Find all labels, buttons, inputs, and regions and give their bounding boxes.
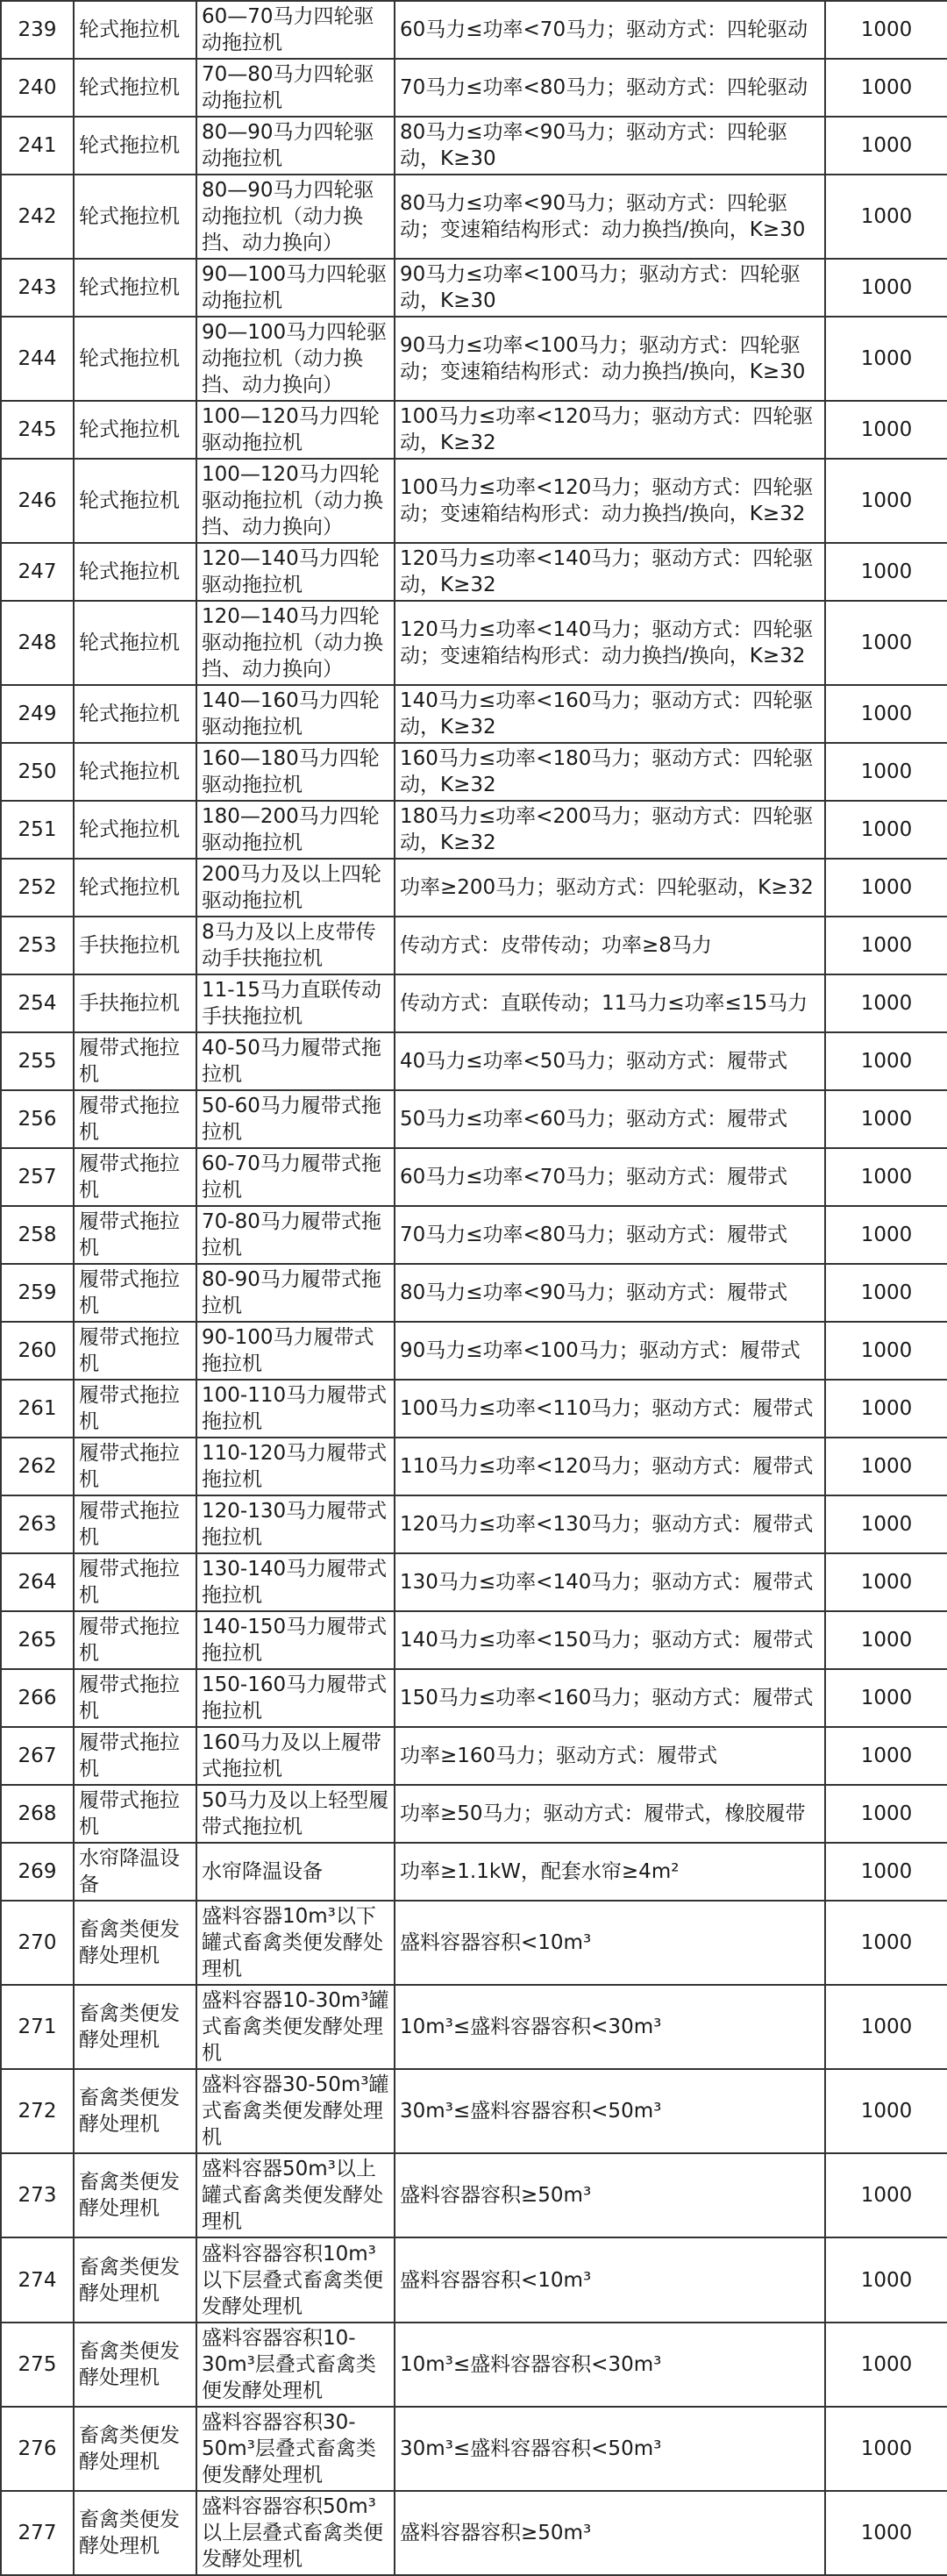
- machine-type-cell: 轮式拖拉机: [74, 859, 196, 917]
- grade-spec-cell: 160—180马力四轮驱动拖拉机: [196, 743, 395, 801]
- machine-type-cell: 履带式拖拉机: [74, 1438, 196, 1495]
- subsidy-amount-cell: 1000: [825, 1843, 947, 1901]
- grade-spec-cell: 80-90马力履带式拖拉机: [196, 1264, 395, 1322]
- row-number-cell: 266: [1, 1669, 74, 1727]
- machine-type-cell: 手扶拖拉机: [74, 974, 196, 1032]
- table-row: [1, 1148, 947, 1206]
- row-number-cell: 268: [1, 1785, 74, 1843]
- row-number-cell: 259: [1, 1264, 74, 1322]
- table-row: [1, 1611, 947, 1669]
- parameter-cell: 80马力≤功率<90马力；驱动方式：履带式: [395, 1264, 825, 1322]
- row-number-cell: 243: [1, 259, 74, 317]
- table-row: [1, 801, 947, 859]
- row-number-cell: 277: [1, 2491, 74, 2575]
- row-number-cell: 253: [1, 917, 74, 974]
- machine-type-cell: 轮式拖拉机: [74, 259, 196, 317]
- grade-spec-cell: 盛料容器容积50m³以上层叠式畜禽类便发酵处理机: [196, 2491, 395, 2575]
- subsidy-amount-cell: 1000: [825, 259, 947, 317]
- machine-type-cell: 轮式拖拉机: [74, 1, 196, 59]
- machine-type-cell: 轮式拖拉机: [74, 801, 196, 859]
- grade-spec-cell: 100—120马力四轮驱动拖拉机（动力换挡、动力换向）: [196, 459, 395, 543]
- grade-spec-cell: 50-60马力履带式拖拉机: [196, 1090, 395, 1148]
- table-row: [1, 974, 947, 1032]
- table-row: [1, 1090, 947, 1148]
- grade-spec-cell: 120—140马力四轮驱动拖拉机（动力换挡、动力换向）: [196, 601, 395, 685]
- row-number-cell: 248: [1, 601, 74, 685]
- parameter-cell: 120马力≤功率<130马力；驱动方式：履带式: [395, 1495, 825, 1553]
- grade-spec-cell: 130-140马力履带式拖拉机: [196, 1553, 395, 1611]
- subsidy-amount-cell: 1000: [825, 2323, 947, 2407]
- subsidy-amount-cell: 1000: [825, 1438, 947, 1495]
- table-row: [1, 2323, 947, 2407]
- subsidy-amount-cell: 1000: [825, 859, 947, 917]
- machine-type-cell: 畜禽类便发酵处理机: [74, 2323, 196, 2407]
- row-number-cell: 263: [1, 1495, 74, 1553]
- parameter-cell: 盛料容器容积≥50m³: [395, 2153, 825, 2237]
- parameter-cell: 110马力≤功率<120马力；驱动方式：履带式: [395, 1438, 825, 1495]
- subsidy-amount-cell: 1000: [825, 801, 947, 859]
- parameter-cell: 30m³≤盛料容器容积<50m³: [395, 2069, 825, 2153]
- machine-type-cell: 轮式拖拉机: [74, 317, 196, 401]
- table-row: [1, 1380, 947, 1438]
- subsidy-amount-cell: 1000: [825, 543, 947, 601]
- parameter-cell: 80马力≤功率<90马力；驱动方式：四轮驱动；变速箱结构形式：动力换挡/换向，K≥30: [395, 175, 825, 259]
- table-row: [1, 1206, 947, 1264]
- parameter-cell: 功率≥50马力；驱动方式：履带式，橡胶履带: [395, 1785, 825, 1843]
- subsidy-amount-cell: 1000: [825, 1090, 947, 1148]
- subsidy-amount-cell: 1000: [825, 974, 947, 1032]
- machine-type-cell: 履带式拖拉机: [74, 1206, 196, 1264]
- row-number-cell: 276: [1, 2407, 74, 2491]
- subsidy-amount-cell: 1000: [825, 1, 947, 59]
- parameter-cell: 60马力≤功率<70马力；驱动方式：履带式: [395, 1148, 825, 1206]
- subsidy-amount-cell: 1000: [825, 1669, 947, 1727]
- machine-type-cell: 轮式拖拉机: [74, 685, 196, 743]
- grade-spec-cell: 盛料容器30-50m³罐式畜禽类便发酵处理机: [196, 2069, 395, 2153]
- subsidy-amount-cell: 1000: [825, 743, 947, 801]
- subsidy-amount-cell: 1000: [825, 59, 947, 117]
- table-row: [1, 1264, 947, 1322]
- parameter-cell: 120马力≤功率<140马力；驱动方式：四轮驱动，K≥32: [395, 543, 825, 601]
- row-number-cell: 267: [1, 1727, 74, 1785]
- machine-type-cell: 履带式拖拉机: [74, 1727, 196, 1785]
- subsidy-amount-cell: 1000: [825, 117, 947, 175]
- table-row: [1, 459, 947, 543]
- parameter-cell: 180马力≤功率<200马力；驱动方式：四轮驱动，K≥32: [395, 801, 825, 859]
- grade-spec-cell: 60-70马力履带式拖拉机: [196, 1148, 395, 1206]
- subsidy-amount-cell: 1000: [825, 2491, 947, 2575]
- machine-type-cell: 手扶拖拉机: [74, 917, 196, 974]
- parameter-cell: 50马力≤功率<60马力；驱动方式：履带式: [395, 1090, 825, 1148]
- subsidy-amount-cell: 1000: [825, 1495, 947, 1553]
- grade-spec-cell: 50马力及以上轻型履带式拖拉机: [196, 1785, 395, 1843]
- row-number-cell: 273: [1, 2153, 74, 2237]
- parameter-cell: 30m³≤盛料容器容积<50m³: [395, 2407, 825, 2491]
- table-row: [1, 2153, 947, 2237]
- machine-type-cell: 履带式拖拉机: [74, 1090, 196, 1148]
- row-number-cell: 269: [1, 1843, 74, 1901]
- row-number-cell: 257: [1, 1148, 74, 1206]
- parameter-cell: 功率≥160马力；驱动方式：履带式: [395, 1727, 825, 1785]
- row-number-cell: 258: [1, 1206, 74, 1264]
- grade-spec-cell: 90—100马力四轮驱动拖拉机（动力换挡、动力换向）: [196, 317, 395, 401]
- subsidy-amount-cell: 1000: [825, 1727, 947, 1785]
- table-row: [1, 1438, 947, 1495]
- subsidy-amount-cell: 1000: [825, 1322, 947, 1380]
- table-row: [1, 175, 947, 259]
- grade-spec-cell: 40-50马力履带式拖拉机: [196, 1032, 395, 1090]
- parameter-cell: 140马力≤功率<150马力；驱动方式：履带式: [395, 1611, 825, 1669]
- parameter-cell: 140马力≤功率<160马力；驱动方式：四轮驱动，K≥32: [395, 685, 825, 743]
- subsidy-amount-cell: 1000: [825, 1611, 947, 1669]
- row-number-cell: 265: [1, 1611, 74, 1669]
- table-row: [1, 1553, 947, 1611]
- grade-spec-cell: 盛料容器10-30m³罐式畜禽类便发酵处理机: [196, 1985, 395, 2069]
- subsidy-amount-cell: 1000: [825, 175, 947, 259]
- grade-spec-cell: 100—120马力四轮驱动拖拉机: [196, 401, 395, 459]
- grade-spec-cell: 70-80马力履带式拖拉机: [196, 1206, 395, 1264]
- machine-type-cell: 畜禽类便发酵处理机: [74, 2069, 196, 2153]
- row-number-cell: 256: [1, 1090, 74, 1148]
- parameter-cell: 盛料容器容积<10m³: [395, 2237, 825, 2323]
- grade-spec-cell: 120-130马力履带式拖拉机: [196, 1495, 395, 1553]
- grade-spec-cell: 水帘降温设备: [196, 1843, 395, 1901]
- row-number-cell: 275: [1, 2323, 74, 2407]
- table-row: [1, 2491, 947, 2575]
- row-number-cell: 260: [1, 1322, 74, 1380]
- subsidy-amount-cell: 1000: [825, 1380, 947, 1438]
- parameter-cell: 70马力≤功率<80马力；驱动方式：四轮驱动: [395, 59, 825, 117]
- table-row: [1, 1, 947, 59]
- grade-spec-cell: 80—90马力四轮驱动拖拉机（动力换挡、动力换向）: [196, 175, 395, 259]
- row-number-cell: 245: [1, 401, 74, 459]
- machine-type-cell: 履带式拖拉机: [74, 1611, 196, 1669]
- table-row: [1, 1985, 947, 2069]
- row-number-cell: 247: [1, 543, 74, 601]
- row-number-cell: 241: [1, 117, 74, 175]
- parameter-cell: 盛料容器容积≥50m³: [395, 2491, 825, 2575]
- machine-type-cell: 畜禽类便发酵处理机: [74, 1985, 196, 2069]
- table-row: [1, 1322, 947, 1380]
- table-row: [1, 917, 947, 974]
- row-number-cell: 255: [1, 1032, 74, 1090]
- parameter-cell: 100马力≤功率<120马力；驱动方式：四轮驱动，K≥32: [395, 401, 825, 459]
- parameter-cell: 传动方式：皮带传动；功率≥8马力: [395, 917, 825, 974]
- subsidy-amount-cell: 1000: [825, 2153, 947, 2237]
- table-row: [1, 117, 947, 175]
- parameter-cell: 传动方式：直联传动；11马力≤功率≤15马力: [395, 974, 825, 1032]
- parameter-cell: 90马力≤功率<100马力；驱动方式：四轮驱动，K≥30: [395, 259, 825, 317]
- table-body: [1, 1, 947, 2575]
- machine-type-cell: 轮式拖拉机: [74, 175, 196, 259]
- subsidy-amount-cell: 1000: [825, 1785, 947, 1843]
- subsidy-amount-cell: 1000: [825, 685, 947, 743]
- parameter-cell: 功率≥1.1kW，配套水帘≥4m²: [395, 1843, 825, 1901]
- table-row: [1, 1032, 947, 1090]
- table-row: [1, 1727, 947, 1785]
- row-number-cell: 274: [1, 2237, 74, 2323]
- parameter-cell: 功率≥200马力；驱动方式：四轮驱动，K≥32: [395, 859, 825, 917]
- machine-type-cell: 履带式拖拉机: [74, 1264, 196, 1322]
- table-row: [1, 601, 947, 685]
- row-number-cell: 246: [1, 459, 74, 543]
- machine-type-cell: 轮式拖拉机: [74, 59, 196, 117]
- parameter-cell: 70马力≤功率<80马力；驱动方式：履带式: [395, 1206, 825, 1264]
- machine-type-cell: 轮式拖拉机: [74, 601, 196, 685]
- table-row: [1, 317, 947, 401]
- parameter-cell: 90马力≤功率<100马力；驱动方式：四轮驱动；变速箱结构形式：动力换挡/换向，K≥30: [395, 317, 825, 401]
- parameter-cell: 120马力≤功率<140马力；驱动方式：四轮驱动；变速箱结构形式：动力换挡/换向，K≥32: [395, 601, 825, 685]
- parameter-cell: 130马力≤功率<140马力；驱动方式：履带式: [395, 1553, 825, 1611]
- row-number-cell: 272: [1, 2069, 74, 2153]
- machine-type-cell: 履带式拖拉机: [74, 1322, 196, 1380]
- parameter-cell: 盛料容器容积<10m³: [395, 1901, 825, 1985]
- grade-spec-cell: 80—90马力四轮驱动拖拉机: [196, 117, 395, 175]
- row-number-cell: 254: [1, 974, 74, 1032]
- subsidy-amount-cell: 1000: [825, 1264, 947, 1322]
- table-row: [1, 543, 947, 601]
- parameter-cell: 60马力≤功率<70马力；驱动方式：四轮驱动: [395, 1, 825, 59]
- row-number-cell: 264: [1, 1553, 74, 1611]
- grade-spec-cell: 100-110马力履带式拖拉机: [196, 1380, 395, 1438]
- grade-spec-cell: 140—160马力四轮驱动拖拉机: [196, 685, 395, 743]
- subsidy-amount-cell: 1000: [825, 1032, 947, 1090]
- table-row: [1, 1843, 947, 1901]
- row-number-cell: 271: [1, 1985, 74, 2069]
- grade-spec-cell: 60—70马力四轮驱动拖拉机: [196, 1, 395, 59]
- grade-spec-cell: 90-100马力履带式拖拉机: [196, 1322, 395, 1380]
- subsidy-amount-cell: 1000: [825, 917, 947, 974]
- row-number-cell: 240: [1, 59, 74, 117]
- table-row: [1, 685, 947, 743]
- machine-type-cell: 轮式拖拉机: [74, 543, 196, 601]
- table-row: [1, 743, 947, 801]
- machine-type-cell: 轮式拖拉机: [74, 117, 196, 175]
- row-number-cell: 251: [1, 801, 74, 859]
- parameter-cell: 10m³≤盛料容器容积<30m³: [395, 1985, 825, 2069]
- table-row: [1, 1669, 947, 1727]
- grade-spec-cell: 盛料容器10m³以下罐式畜禽类便发酵处理机: [196, 1901, 395, 1985]
- subsidy-amount-cell: 1000: [825, 1985, 947, 2069]
- grade-spec-cell: 盛料容器50m³以上罐式畜禽类便发酵处理机: [196, 2153, 395, 2237]
- table-row: [1, 1495, 947, 1553]
- machine-type-cell: 履带式拖拉机: [74, 1785, 196, 1843]
- row-number-cell: 252: [1, 859, 74, 917]
- grade-spec-cell: 120—140马力四轮驱动拖拉机: [196, 543, 395, 601]
- subsidy-amount-cell: 1000: [825, 601, 947, 685]
- machine-type-cell: 履带式拖拉机: [74, 1380, 196, 1438]
- parameter-cell: 80马力≤功率<90马力；驱动方式：四轮驱动，K≥30: [395, 117, 825, 175]
- subsidy-amount-cell: 1000: [825, 1553, 947, 1611]
- row-number-cell: 239: [1, 1, 74, 59]
- table-row: [1, 2237, 947, 2323]
- table-row: [1, 2407, 947, 2491]
- grade-spec-cell: 180—200马力四轮驱动拖拉机: [196, 801, 395, 859]
- grade-spec-cell: 200马力及以上四轮驱动拖拉机: [196, 859, 395, 917]
- subsidy-amount-cell: 1000: [825, 1206, 947, 1264]
- machine-type-cell: 履带式拖拉机: [74, 1495, 196, 1553]
- machine-type-cell: 履带式拖拉机: [74, 1553, 196, 1611]
- machine-type-cell: 履带式拖拉机: [74, 1148, 196, 1206]
- grade-spec-cell: 140-150马力履带式拖拉机: [196, 1611, 395, 1669]
- machine-type-cell: 畜禽类便发酵处理机: [74, 2407, 196, 2491]
- machine-type-cell: 履带式拖拉机: [74, 1669, 196, 1727]
- subsidy-amount-cell: 1000: [825, 2069, 947, 2153]
- grade-spec-cell: 11-15马力直联传动手扶拖拉机: [196, 974, 395, 1032]
- row-number-cell: 262: [1, 1438, 74, 1495]
- table-row: [1, 2069, 947, 2153]
- subsidy-amount-cell: 1000: [825, 2407, 947, 2491]
- grade-spec-cell: 70—80马力四轮驱动拖拉机: [196, 59, 395, 117]
- table-row: [1, 1785, 947, 1843]
- subsidy-amount-cell: 1000: [825, 2237, 947, 2323]
- grade-spec-cell: 8马力及以上皮带传动手扶拖拉机: [196, 917, 395, 974]
- subsidy-amount-cell: 1000: [825, 401, 947, 459]
- machine-type-cell: 轮式拖拉机: [74, 743, 196, 801]
- subsidy-amount-cell: 1000: [825, 317, 947, 401]
- grade-spec-cell: 110-120马力履带式拖拉机: [196, 1438, 395, 1495]
- parameter-cell: 90马力≤功率<100马力；驱动方式：履带式: [395, 1322, 825, 1380]
- machine-type-cell: 轮式拖拉机: [74, 459, 196, 543]
- grade-spec-cell: 盛料容器容积10m³以下层叠式畜禽类便发酵处理机: [196, 2237, 395, 2323]
- parameter-cell: 40马力≤功率<50马力；驱动方式：履带式: [395, 1032, 825, 1090]
- grade-spec-cell: 90—100马力四轮驱动拖拉机: [196, 259, 395, 317]
- machine-type-cell: 履带式拖拉机: [74, 1032, 196, 1090]
- machine-type-cell: 轮式拖拉机: [74, 401, 196, 459]
- subsidy-amount-cell: 1000: [825, 1148, 947, 1206]
- grade-spec-cell: 盛料容器容积30-50m³层叠式畜禽类便发酵处理机: [196, 2407, 395, 2491]
- row-number-cell: 270: [1, 1901, 74, 1985]
- machine-type-cell: 畜禽类便发酵处理机: [74, 2491, 196, 2575]
- machine-type-cell: 畜禽类便发酵处理机: [74, 1901, 196, 1985]
- machine-type-cell: 畜禽类便发酵处理机: [74, 2237, 196, 2323]
- parameter-cell: 10m³≤盛料容器容积<30m³: [395, 2323, 825, 2407]
- grade-spec-cell: 160马力及以上履带式拖拉机: [196, 1727, 395, 1785]
- table-row: [1, 59, 947, 117]
- machine-type-cell: 水帘降温设备: [74, 1843, 196, 1901]
- table-row: [1, 259, 947, 317]
- table-row: [1, 859, 947, 917]
- row-number-cell: 244: [1, 317, 74, 401]
- machine-type-cell: 畜禽类便发酵处理机: [74, 2153, 196, 2237]
- table-row: [1, 401, 947, 459]
- row-number-cell: 250: [1, 743, 74, 801]
- grade-spec-cell: 150-160马力履带式拖拉机: [196, 1669, 395, 1727]
- table-row: [1, 1901, 947, 1985]
- parameter-cell: 100马力≤功率<120马力；驱动方式：四轮驱动；变速箱结构形式：动力换挡/换向，K≥32: [395, 459, 825, 543]
- row-number-cell: 261: [1, 1380, 74, 1438]
- parameter-cell: 160马力≤功率<180马力；驱动方式：四轮驱动，K≥32: [395, 743, 825, 801]
- row-number-cell: 249: [1, 685, 74, 743]
- subsidy-amount-cell: 1000: [825, 1901, 947, 1985]
- subsidy-amount-cell: 1000: [825, 459, 947, 543]
- grade-spec-cell: 盛料容器容积10-30m³层叠式畜禽类便发酵处理机: [196, 2323, 395, 2407]
- row-number-cell: 242: [1, 175, 74, 259]
- parameter-cell: 100马力≤功率<110马力；驱动方式：履带式: [395, 1380, 825, 1438]
- parameter-cell: 150马力≤功率<160马力；驱动方式：履带式: [395, 1669, 825, 1727]
